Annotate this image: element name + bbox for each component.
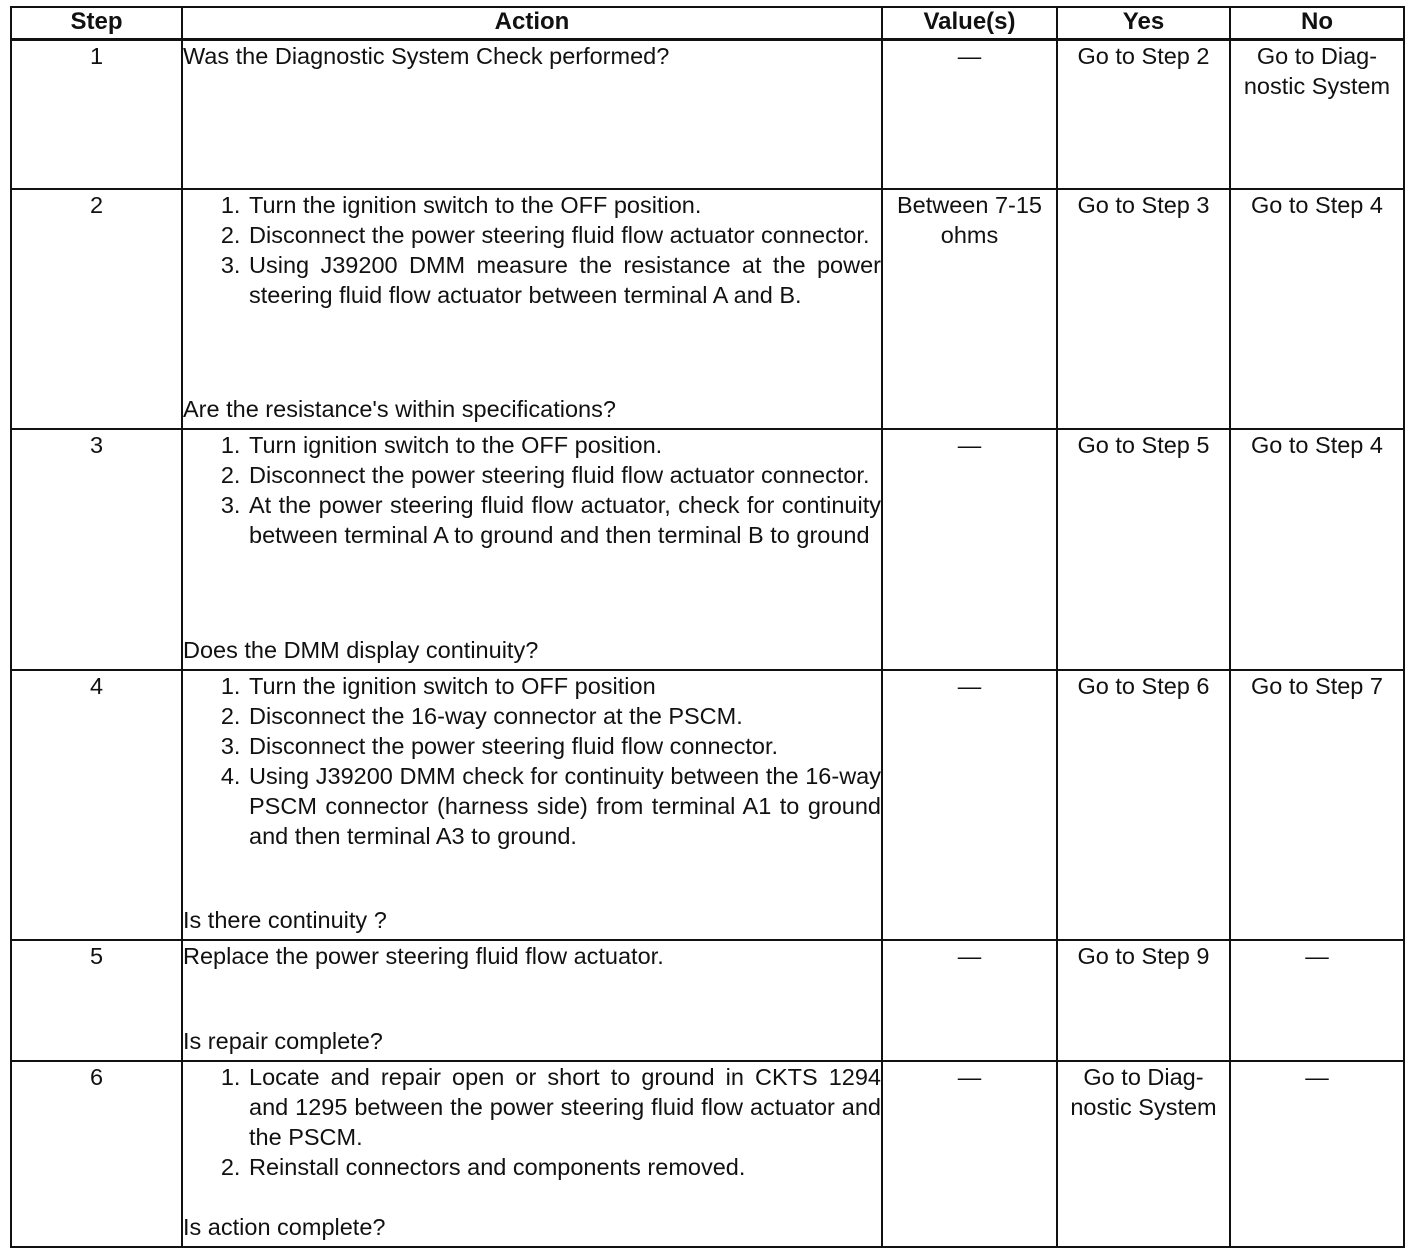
action-step-item: 2. Disconnect the power steering fluid flow actuator connector. [247, 460, 881, 490]
yes-cell: Go to Step 5 [1057, 429, 1230, 670]
action-steps-list [183, 671, 881, 851]
action-step-item: 1. Turn ignition switch to the OFF position. [247, 430, 881, 460]
action-question: Are the resistance's within specifications? [183, 395, 616, 422]
action-cell [182, 40, 882, 189]
step-number: 1 [11, 40, 182, 189]
value-cell: — [882, 429, 1057, 670]
no-cell: — [1230, 940, 1404, 1061]
step-number: 5 [11, 940, 182, 1061]
action-instruction: Was the Diagnostic System Check performed? [183, 43, 670, 69]
header-values: Value(s) [882, 7, 1057, 40]
value-cell: — [882, 1061, 1057, 1247]
action-step-item: 1. Turn the ignition switch to the OFF position. [247, 190, 881, 220]
action-question: Does the DMM display continuity? [183, 636, 539, 663]
action-cell [182, 429, 882, 670]
no-cell: Go to Step 4 [1230, 429, 1404, 670]
table-row [11, 429, 1404, 670]
action-step-item: 1. Locate and repair open or short to ground in CKTS 1294 and 1295 between the power steering fluid flow actuator and the PSCM. [247, 1062, 881, 1152]
diagnostic-table [10, 6, 1405, 1248]
table-body [11, 40, 1404, 1247]
step-number: 2 [11, 189, 182, 429]
step-number: 6 [11, 1061, 182, 1247]
action-steps-list [183, 430, 881, 550]
action-step-item: 4. Using J39200 DMM check for continuity between the 16-way PSCM connector (harness side) from terminal A1 to ground and then terminal A3 to ground. [247, 761, 881, 851]
yes-cell: Go to Step 9 [1057, 940, 1230, 1061]
step-number: 4 [11, 670, 182, 940]
action-step-item: 3. Disconnect the power steering fluid flow connector. [247, 731, 881, 761]
table-row [11, 189, 1404, 429]
no-cell: Go to Step 7 [1230, 670, 1404, 940]
value-cell: — [882, 670, 1057, 940]
yes-cell: Go to Step 3 [1057, 189, 1230, 429]
action-question: Is repair complete? [183, 1027, 383, 1054]
yes-cell: Go to Step 2 [1057, 40, 1230, 189]
action-cell [182, 189, 882, 429]
action-steps-list [183, 1062, 881, 1182]
action-question: Is there continuity ? [183, 906, 387, 933]
table-row [11, 940, 1404, 1061]
value-cell: — [882, 40, 1057, 189]
value-cell: — [882, 940, 1057, 1061]
yes-cell: Go to Diag-nostic System [1057, 1061, 1230, 1247]
header-action: Action [182, 7, 882, 40]
table-row [11, 670, 1404, 940]
action-steps-list [183, 190, 881, 310]
action-step-item: 3. Using J39200 DMM measure the resistance at the power steering fluid flow actuator between terminal A and B. [247, 250, 881, 310]
action-step-item: 2. Reinstall connectors and components removed. [247, 1152, 881, 1182]
header-yes: Yes [1057, 7, 1230, 40]
action-cell [182, 670, 882, 940]
action-step-item: 1. Turn the ignition switch to OFF position [247, 671, 881, 701]
yes-cell: Go to Step 6 [1057, 670, 1230, 940]
step-number: 3 [11, 429, 182, 670]
no-cell: Go to Step 4 [1230, 189, 1404, 429]
header-step: Step [11, 7, 182, 40]
action-step-item: 2. Disconnect the power steering fluid flow actuator connector. [247, 220, 881, 250]
action-cell [182, 940, 882, 1061]
table-row [11, 1061, 1404, 1247]
action-cell [182, 1061, 882, 1247]
action-step-item: 2. Disconnect the 16-way connector at the PSCM. [247, 701, 881, 731]
value-cell: Between 7-15 ohms [882, 189, 1057, 429]
no-cell: Go to Diag-nostic System [1230, 40, 1404, 189]
header-no: No [1230, 7, 1404, 40]
action-question: Is action complete? [183, 1213, 386, 1240]
no-cell: — [1230, 1061, 1404, 1247]
header-row [11, 7, 1404, 40]
action-instruction: Replace the power steering fluid flow actuator. [183, 942, 664, 969]
table-row [11, 40, 1404, 189]
action-step-item: 3. At the power steering fluid flow actuator, check for continuity between terminal A to ground and then terminal B to ground [247, 490, 881, 550]
